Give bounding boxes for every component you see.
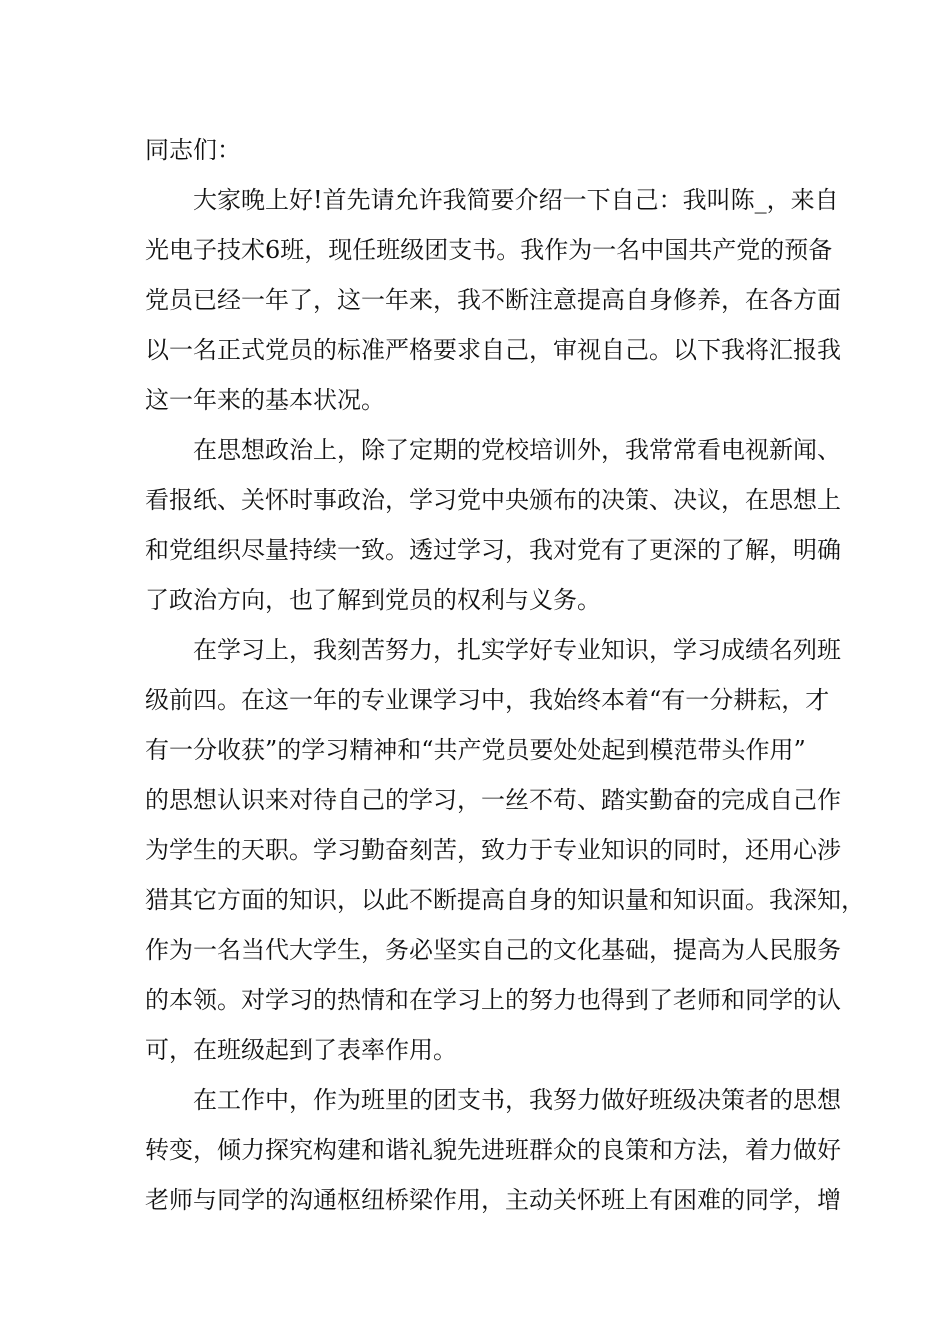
text-line: 党员已经一年了，这一年来，我不断注意提高自身修养，在各方面 (145, 286, 841, 314)
text-line: 级前四。在这一年的专业课学习中，我始终本着“有一分耕耘，才 (145, 686, 830, 714)
text-line: 和党组织尽量持续一致。透过学习，我对党有了更深的了解，明确 (145, 536, 841, 564)
text-line: 了政治方向，也了解到党员的权利与义务。 (145, 586, 601, 614)
text-line: 这一年来的基本状况。 (145, 386, 385, 414)
text-line: 可，在班级起到了表率作用。 (145, 1036, 457, 1064)
text-line: 以一名正式党员的标准严格要求自己，审视自己。以下我将汇报我 (145, 336, 841, 364)
text-line: 转变，倾力探究构建和谐礼貌先进班群众的良策和方法，着力做好 (145, 1136, 841, 1164)
text-line: 看报纸、关怀时事政治，学习党中央颁布的决策、决议，在思想上 (145, 486, 841, 514)
text-line: 在工作中，作为班里的团支书，我努力做好班级决策者的思想 (193, 1086, 841, 1114)
text-line: 猎其它方面的知识，以此不断提高自身的知识量和知识面。我深知， (145, 886, 865, 914)
text-line: 老师与同学的沟通枢纽桥梁作用，主动关怀班上有困难的同学，增 (145, 1186, 841, 1214)
text-line: 作为一名当代大学生，务必坚实自己的文化基础，提高为人民服务 (145, 936, 841, 964)
text-line: 有一分收获”的学习精神和“共产党员要处处起到模范带头作用” (145, 736, 806, 764)
text-line: 光电子技术6班，现任班级团支书。我作为一名中国共产党的预备 (145, 236, 833, 264)
salutation: 同志们： (145, 136, 241, 164)
text-line: 在学习上，我刻苦努力，扎实学好专业知识，学习成绩名列班 (193, 636, 841, 664)
text-line: 的本领。对学习的热情和在学习上的努力也得到了老师和同学的认 (145, 986, 841, 1014)
text-line: 的思想认识来对待自己的学习，一丝不苟、踏实勤奋的完成自己作 (145, 786, 841, 814)
text-line: 大家晚上好!首先请允许我简要介绍一下自己：我叫陈_，来自 (193, 186, 839, 214)
text-line: 在思想政治上，除了定期的党校培训外，我常常看电视新闻、 (193, 436, 841, 464)
text-line: 为学生的天职。学习勤奋刻苦，致力于专业知识的同时，还用心涉 (145, 836, 841, 864)
